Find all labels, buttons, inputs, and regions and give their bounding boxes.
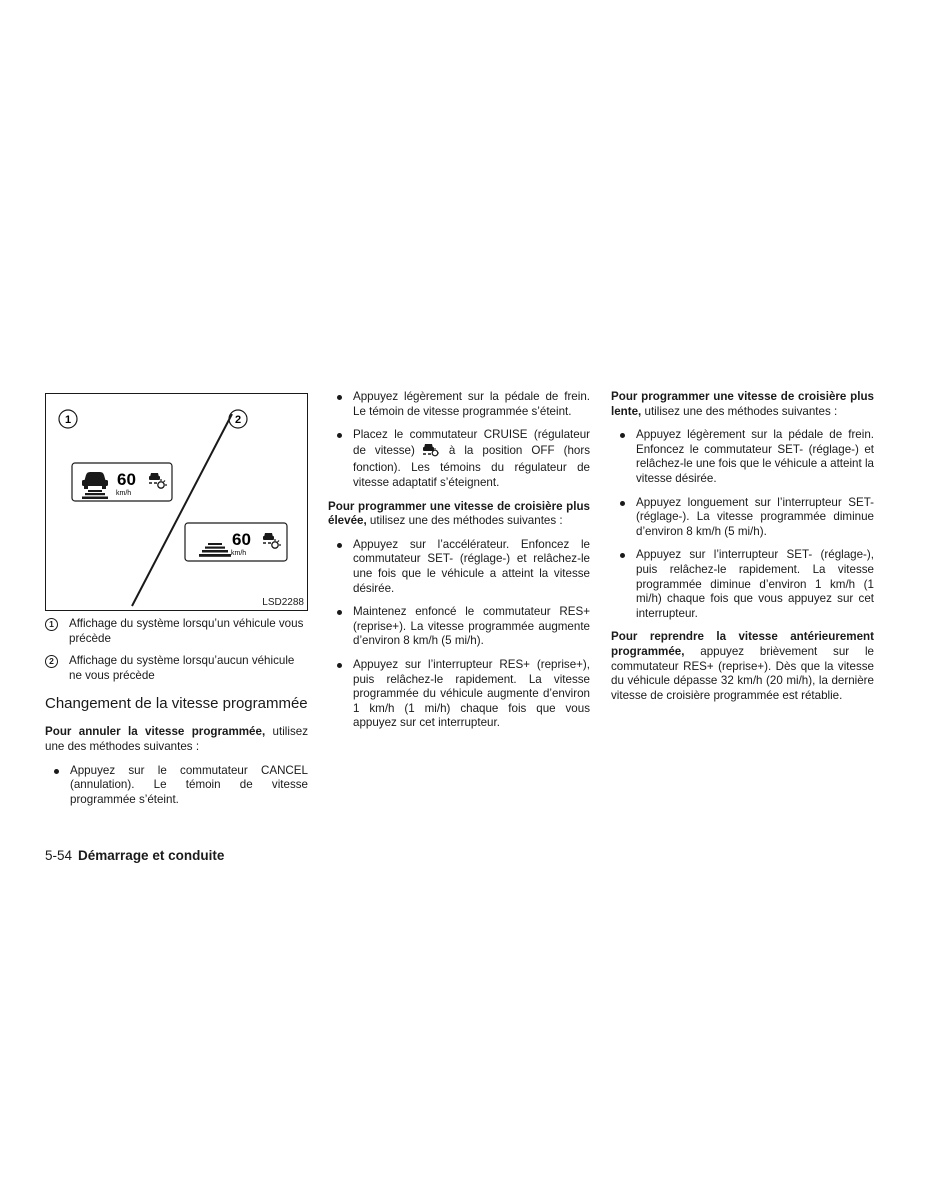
caption-number-2: 2 (45, 655, 58, 668)
list-item: Appuyez sur l’interrupteur SET- (réglage-), puis relâchez-le rapidement. La vitesse programmée diminue d’environ 1 km/h (1 mi/h) chaque fois que vous appuyez sur cet interrupteur. (611, 548, 874, 621)
list-item: Appuyez sur l’accélérateur. Enfoncez le commutateur SET- (réglage-) et relâchez-le une fois que le véhicule a atteint la vitesse désirée. (328, 538, 590, 596)
cruise-display-figure (45, 393, 308, 611)
caption-number-1: 1 (45, 618, 58, 631)
bullet-icon (620, 553, 625, 558)
divider-line (132, 414, 232, 606)
caption-text-1: Affichage du système lorsqu’un véhicule vous précède (69, 617, 304, 645)
cruise-control-icon (421, 443, 439, 462)
svg-text:2: 2 (234, 414, 242, 426)
list-item: Appuyez légèrement sur la pédale de frein. Enfoncez le commutateur SET- (réglage-) et relâchez-le une fois que le véhicule a atteint la vitesse désirée. (611, 428, 874, 486)
speed-unit-1: km/h (116, 490, 132, 497)
display-no-vehicle (185, 523, 287, 561)
lower-intro: Pour programmer une vitesse de croisière plus lente, utilisez une des méthodes suivantes : (611, 390, 874, 418)
resume-paragraph: Pour reprendre la vitesse antérieurement programmée, appuyez brièvement sur le commutateur RES+ (reprise+). Dès que la vitesse du véhicule dépasse 32 km/h (20 mi/h), la dernière vitesse de croisière programmée est rétablie. (611, 630, 874, 702)
figure-code: LSD2288 (262, 597, 304, 608)
bullet-icon (337, 395, 342, 400)
bullet-icon (337, 663, 342, 668)
marker-2 (229, 410, 247, 428)
caption-1 (45, 617, 308, 646)
cancel-intro: Pour annuler la vitesse programmée, utilisez une des méthodes suivantes : (45, 725, 308, 753)
list-item: Appuyez légèrement sur la pédale de frein. Le témoin de vitesse programmée s’éteint. (328, 390, 590, 419)
bullet-icon (54, 769, 59, 774)
bullet-icon (620, 433, 625, 438)
speed-unit-2: km/h (231, 550, 247, 557)
column-middle (328, 390, 590, 740)
vehicle-ahead-icon (82, 472, 108, 499)
column-left (45, 393, 308, 816)
list-item: Appuyez sur le commutateur CANCEL (annulation). Le témoin de vitesse programmée s’éteint. (45, 764, 308, 808)
svg-text:1: 1 (64, 414, 72, 426)
bullet-icon (620, 501, 625, 506)
bullet-icon (337, 610, 342, 615)
set-speed-2: 60 (232, 530, 251, 549)
caption-text-2: Affichage du système lorsqu’aucun véhicule ne vous précède (69, 654, 295, 682)
set-speed-1: 60 (117, 470, 136, 489)
display-vehicle-ahead (72, 463, 172, 501)
section-title: Changement de la vitesse programmée (45, 695, 308, 713)
bullet-icon (337, 433, 342, 438)
caption-2 (45, 654, 308, 683)
page-number: 5-54 (45, 848, 73, 863)
page-footer (45, 848, 224, 864)
higher-intro: Pour programmer une vitesse de croisière plus élevée, utilisez une des méthodes suivantes : (328, 499, 590, 528)
list-item: Appuyez longuement sur l’interrupteur SET- (réglage-). La vitesse programmée diminue d’environ 8 km/h (5 mi/h). (611, 496, 874, 540)
list-item: Appuyez sur l’interrupteur RES+ (reprise+), puis relâchez-le rapidement. La vitesse programmée du véhicule augmente d’environ 1 km/h (1 mi/h) chaque fois que vous appuyez sur cet interrupteur. (328, 658, 590, 731)
figure-illustration (46, 394, 307, 610)
chapter-title: Démarrage et conduite (78, 848, 225, 863)
bullet-icon (337, 543, 342, 548)
list-item: Maintenez enfoncé le commutateur RES+ (reprise+). La vitesse programmée augmente d’environ 8 km/h (5 mi/h). (328, 605, 590, 649)
column-right (611, 390, 874, 712)
list-item: Placez le commutateur CRUISE (régulateur de vitesse) à la position OFF (hors fonction). Les témoins du régulateur de vitesse adaptatif s’éteignent. (328, 428, 590, 490)
marker-1 (59, 410, 77, 428)
